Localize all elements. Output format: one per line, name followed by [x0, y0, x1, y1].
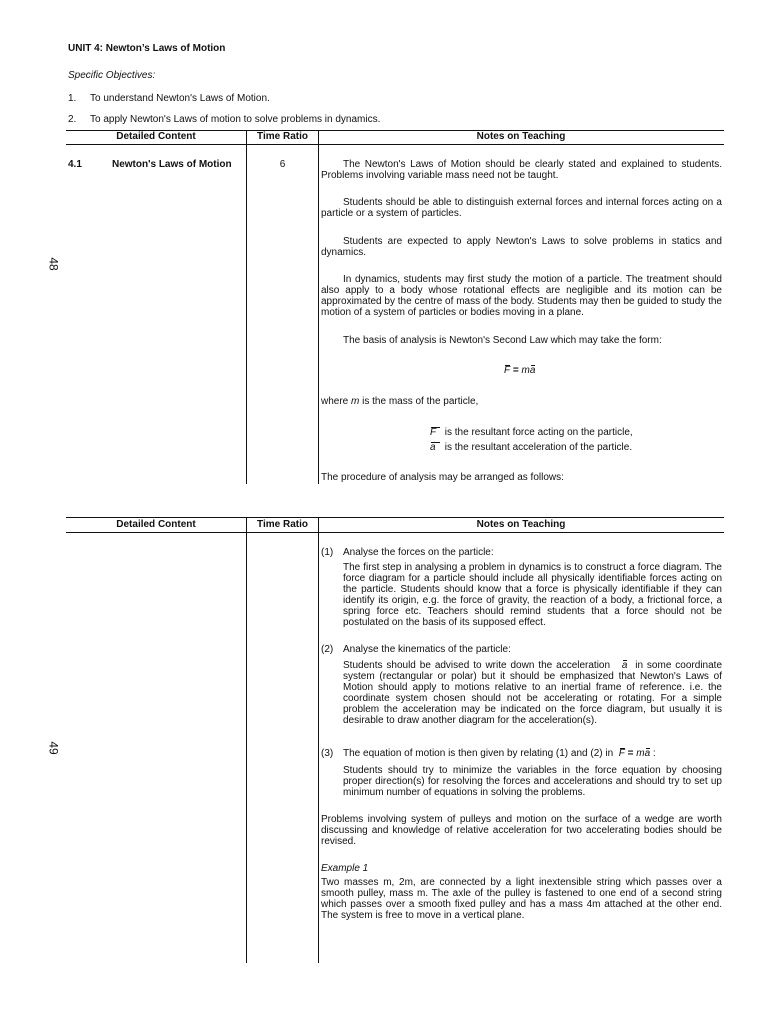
force-definition-text: is the resultant force acting on the particle, [444, 427, 633, 438]
acceleration-vector-symbol-def: a [430, 442, 440, 453]
column-divider-2 [318, 130, 319, 484]
notes-paragraph-2: Students should be able to distinguish external forces and internal forces acting on a particle or a system of particles. [321, 197, 722, 219]
equals-sign: = [512, 365, 519, 376]
newton-second-law-equation [504, 365, 535, 376]
definition-acceleration [430, 442, 632, 453]
table-header-rule [66, 144, 724, 145]
header-detailed-content: Detailed Content [116, 131, 196, 142]
step2-acceleration-symbol: a [621, 660, 628, 671]
step2-title: Analyse the kinematics of the particle: [343, 644, 511, 655]
objective-2-text: To apply Newton's Laws of motion to solve problems in dynamics. [90, 114, 381, 125]
objectives-heading: Specific Objectives: [68, 70, 156, 81]
header2-time-ratio: Time Ratio [257, 519, 308, 530]
force-vector-symbol: F [504, 365, 511, 376]
step1-title: Analyse the forces on the particle: [343, 547, 494, 558]
definition-force [430, 427, 633, 438]
table2-top-rule [66, 517, 724, 518]
step3-title-text: The equation of motion is then given by relating (1) and (2) in [343, 748, 614, 759]
notes-paragraph-5: The basis of analysis is Newton's Second Law which may take the form: [343, 335, 662, 346]
header-time-ratio: Time Ratio [257, 131, 308, 142]
step3-body: Students should try to minimize the variables in the force equation by choosing proper direction(s) for resolving the forces and accelerations and should try to set up minimum number of equations in solving the problems. [343, 765, 722, 798]
table2-column-divider-2 [318, 517, 319, 963]
step3-force-symbol: F [618, 748, 625, 759]
page-number-48: 48 [46, 257, 61, 271]
header2-detailed-content: Detailed Content [116, 519, 196, 530]
objective-1-text: To understand Newton's Laws of Motion. [90, 93, 270, 104]
step3-acceleration-symbol: a [644, 748, 651, 759]
step3-mass-symbol: m [636, 748, 645, 759]
objective-1-number: 1. [68, 93, 77, 104]
mass-symbol: m [521, 365, 530, 376]
notes-paragraph-3: Students are expected to apply Newton's Laws to solve problems in statics and dynamics. [321, 236, 722, 258]
pulleys-paragraph: Problems involving system of pulleys and motion on the surface of a wedge are worth discussing and knowledge of relative acceleration for two accelerating bodies should be revised. [321, 814, 722, 847]
step2-body-rest: in some coordinate system (rectangular or polar) but it should be emphasized that Newton's Laws of Motion should apply to motions relative to an inertial frame of reference. i.e. the coordinate system chosen should not be accelerating or rotating. For a simple problem the acceleration may be indicated on the force diagram, but usually it is desirable to draw another diagram for the acceleration(s). [343, 660, 723, 726]
procedure-intro: The procedure of analysis may be arranged as follows: [321, 472, 564, 483]
acceleration-vector-symbol: a [529, 365, 536, 376]
step1-number: (1) [321, 547, 334, 558]
table2-column-divider-1 [246, 517, 247, 963]
where-text: where [321, 396, 352, 407]
step2-body [343, 660, 722, 726]
step3-equals-sign: = [627, 748, 634, 759]
step2-body-start: Students should be advised to write down the acceleration [343, 660, 611, 671]
where-mass-symbol: m [351, 396, 360, 407]
step3-title [343, 748, 656, 759]
step3-title-colon: : [652, 748, 656, 759]
page-number-49: 49 [46, 741, 61, 755]
where-description: is the mass of the particle, [359, 396, 479, 407]
table2-header-rule [66, 532, 724, 533]
step2-number: (2) [321, 644, 334, 655]
unit-title: UNIT 4: Newton’s Laws of Motion [68, 43, 226, 54]
section-number: 4.1 [68, 159, 82, 170]
header2-notes-on-teaching: Notes on Teaching [476, 519, 566, 530]
acceleration-definition-text: is the resultant acceleration of the particle. [444, 442, 633, 453]
step1-body: The first step in analysing a problem in dynamics is to construct a force diagram. The force diagram for a particle should include all physically identifiable forces acting on the particle. Students should know that a force is physically identifiable if they can identify its origin, e.g. the force of gravity, the reaction of a body, a frictional force, a spring force etc. Teachers should remind students that a force should not be postulated on the basis of its supposed effect. [343, 562, 722, 628]
time-ratio-value: 6 [279, 159, 286, 170]
notes-paragraph-4: In dynamics, students may first study the motion of a particle. The treatment should also apply to a body whose rotational effects are negligible and its motion can be approximated by the centre of mass of the body. Students may then be guided to study the motion of a system of particles or bodies moving in a plane. [321, 274, 722, 318]
objective-2-number: 2. [68, 114, 77, 125]
where-line [321, 396, 478, 407]
force-vector-symbol-def: F [430, 427, 440, 438]
section-title: Newton's Laws of Motion [112, 159, 232, 170]
header-notes-on-teaching: Notes on Teaching [476, 131, 566, 142]
column-divider-1 [246, 130, 247, 484]
step3-number: (3) [321, 748, 334, 759]
example-title: Example 1 [321, 863, 369, 874]
notes-paragraph-1: The Newton's Laws of Motion should be clearly stated and explained to students. Problems involving variable mass need not be taught. [321, 159, 722, 181]
example-body: Two masses m, 2m, are connected by a light inextensible string which passes over a smooth pulley, mass m. The axle of the pulley is fastened to one end of a second string which passes over a smooth fixed pulley and has a mass 4m attached at the other end. The system is free to move in a vertical plane. [321, 877, 722, 921]
